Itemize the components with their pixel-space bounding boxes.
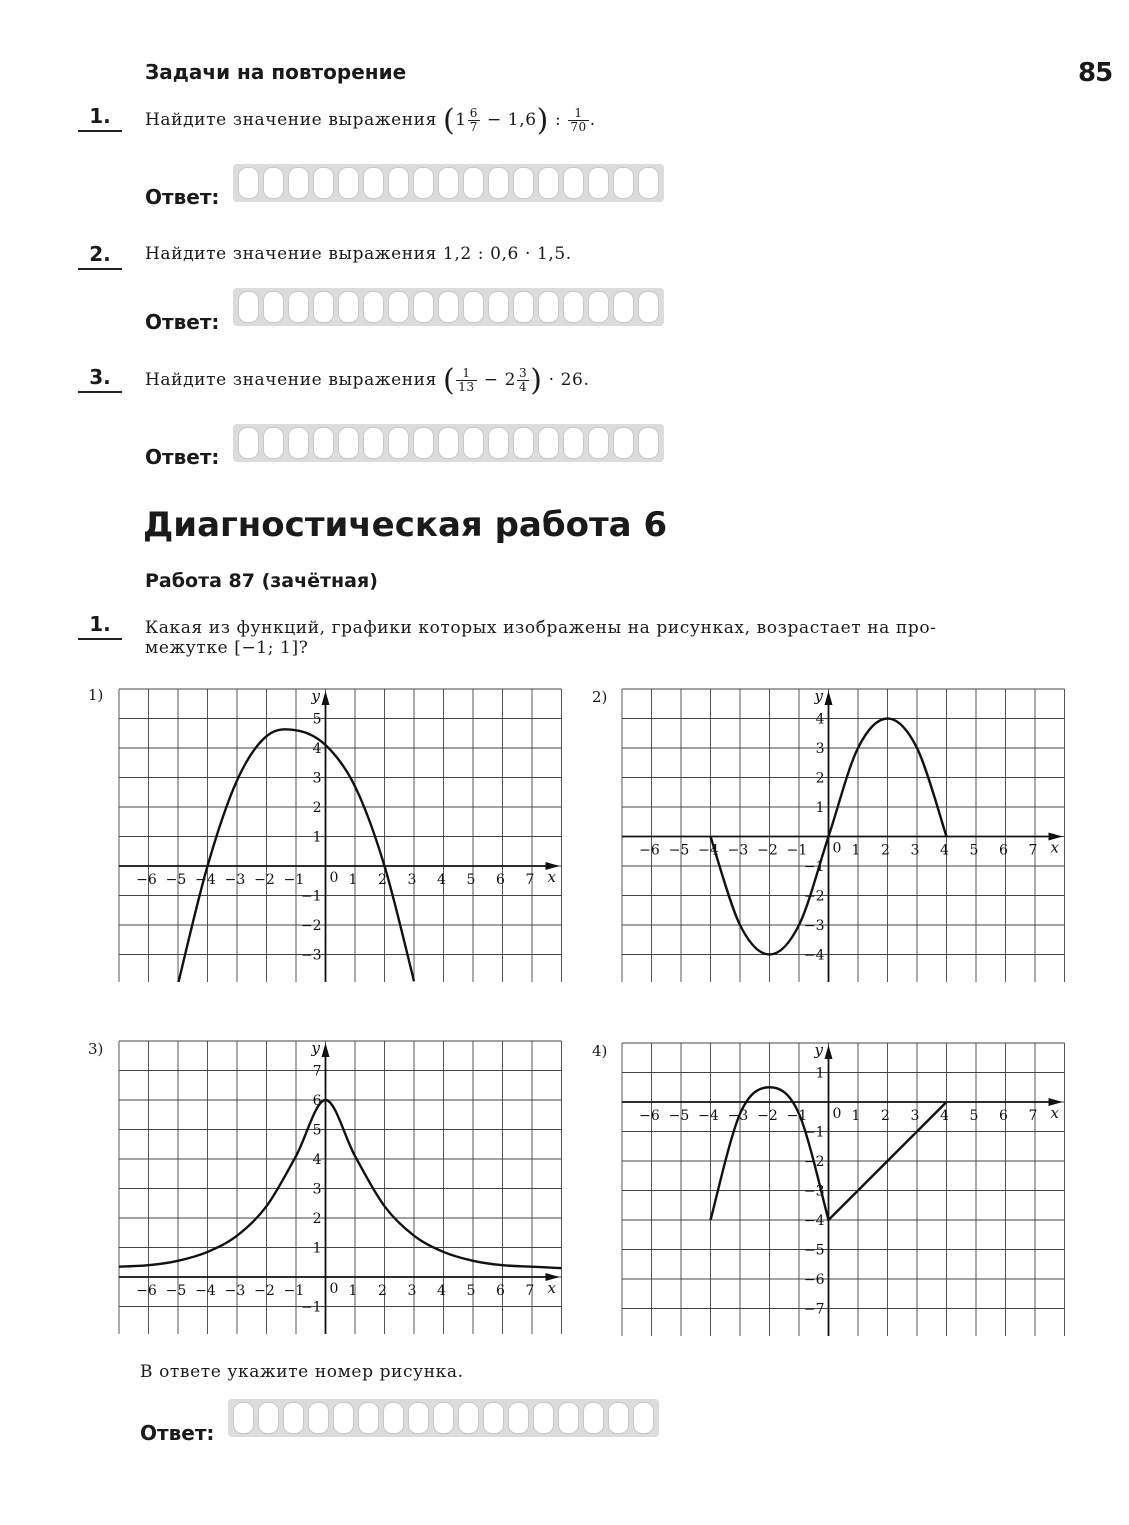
graph-1-label: 1) [88,686,104,704]
x-tick-label: −6 [639,842,660,859]
answer-cell[interactable] [533,1402,554,1434]
diag-title: Диагностическая работа 6 [143,505,668,545]
x-tick-label: 1 [851,842,861,859]
x-tick-label: 2 [881,1108,890,1124]
answer-cell[interactable] [538,167,559,199]
x-tick-label: 4 [437,1283,446,1299]
origin-label: 0 [832,1106,842,1122]
graph-3-label: 3) [88,1040,104,1058]
answer-cell[interactable] [388,167,409,199]
answer-cell[interactable] [638,427,659,459]
answer-cell[interactable] [563,427,584,459]
answer-cell[interactable] [513,291,534,323]
x-tick-label: 1 [348,872,358,888]
answer-cell[interactable] [488,291,509,323]
y-tick-label: 5 [312,1122,322,1139]
y-axis-arrow [322,1043,330,1057]
x-tick-label: −3 [224,1283,246,1299]
y-axis-label: y [311,1039,320,1057]
x-tick-label: −4 [195,1283,216,1299]
graph-1 [116,686,562,982]
answer-cell[interactable] [633,1402,654,1434]
answer-cell[interactable] [283,1402,304,1434]
x-tick-label: 5 [969,842,979,859]
answer-cell[interactable] [483,1402,504,1434]
x-tick-label: −4 [195,872,216,888]
y-tick-label: −1 [300,1299,322,1316]
y-tick-label: −1 [300,888,322,905]
answer-cell[interactable] [383,1402,404,1434]
x-tick-label: −1 [786,842,808,859]
answer-cell[interactable] [288,291,309,323]
answer-cell[interactable] [438,427,459,459]
y-tick-label: 2 [312,1211,322,1227]
x-tick-label: 6 [999,1108,1008,1124]
answer-cell[interactable] [563,167,584,199]
answer-cell[interactable] [363,427,384,459]
y-tick-label: 3 [312,1181,322,1198]
answer-box-2[interactable] [233,288,664,326]
answer-cell[interactable] [358,1402,379,1434]
answer-cell[interactable] [263,427,284,459]
answer-cell[interactable] [438,167,459,199]
y-tick-label: 1 [312,829,322,846]
answer-cell[interactable] [338,427,359,459]
answer-cell[interactable] [613,291,634,323]
origin-label: 0 [832,840,842,857]
answer-label-3: Ответ: [145,445,220,469]
problem-1-text: Найдите значение выражения (1 $\frac{6}{7}$ − 1,6) : $\frac{1}{70}$ . [145,103,596,138]
x-tick-label: 7 [525,872,535,888]
x-tick-label: −5 [165,872,187,888]
answer-cell[interactable] [638,167,659,199]
problem-2-text: Найдите значение выражения 1,2 : 0,6 · 1,5. [145,244,572,264]
x-tick-label: −2 [757,1108,778,1124]
answer-cell[interactable] [263,167,284,199]
answer-cell[interactable] [508,1402,529,1434]
work-title: Работа 87 (зачётная) [145,570,378,592]
x-tick-label: −1 [283,1283,305,1299]
y-tick-label: −3 [803,918,825,934]
answer-cell[interactable] [588,427,609,459]
answer-cell[interactable] [638,291,659,323]
graph-4-label: 4) [592,1042,608,1060]
answer-cell[interactable] [338,291,359,323]
y-tick-label: 2 [815,770,825,787]
review-section-title: Задачи на повторение [145,60,407,84]
y-tick-label: 1 [815,1065,825,1082]
x-tick-label: −6 [136,872,157,888]
x-tick-label: −1 [283,872,305,888]
answer-label-1: Ответ: [145,185,220,209]
y-tick-label: 3 [815,741,825,757]
answer-cell[interactable] [313,167,334,199]
answer-cell[interactable] [538,291,559,323]
answer-cell[interactable] [238,167,259,199]
answer-cell[interactable] [588,291,609,323]
answer-box-1[interactable] [233,164,664,202]
answer-cell[interactable] [438,291,459,323]
task-instruction: В ответе укажите номер рисунка. [140,1362,464,1382]
answer-cell[interactable] [538,427,559,459]
answer-cell[interactable] [488,167,509,199]
y-tick-label: 4 [312,741,322,757]
answer-label-4: Ответ: [140,1421,215,1445]
x-tick-label: 3 [407,1283,417,1299]
x-tick-label: −2 [254,1283,275,1299]
graph-2 [619,686,1065,982]
x-tick-label: 6 [496,872,505,888]
x-tick-label: −2 [757,842,778,859]
answer-cell[interactable] [458,1402,479,1434]
x-tick-label: 7 [525,1283,535,1299]
x-tick-label: −3 [727,842,749,859]
y-tick-label: 6 [312,1093,322,1109]
origin-label: 0 [329,870,339,886]
answer-cell[interactable] [263,291,284,323]
y-tick-label: 4 [815,711,825,728]
y-tick-label: 3 [312,770,322,787]
origin-label: 0 [329,1281,339,1297]
y-tick-label: 1 [312,1240,322,1257]
x-tick-label: 4 [940,842,949,859]
answer-cell[interactable] [463,291,484,323]
y-axis-label: y [814,1041,823,1059]
answer-box-4[interactable] [228,1399,659,1437]
x-tick-label: 3 [407,872,417,888]
y-axis-label: y [311,687,320,705]
answer-cell[interactable] [388,291,409,323]
problem-2-number: 2. [78,242,122,266]
answer-cell[interactable] [513,427,534,459]
problem-3-number: 3. [78,365,122,389]
y-tick-label: 5 [312,711,322,728]
y-tick-label: −1 [803,859,825,875]
y-tick-label: 4 [312,1152,322,1168]
x-tick-label: 7 [1028,1108,1038,1124]
x-axis-label: x [1050,1104,1059,1122]
x-tick-label: 4 [437,872,446,888]
y-tick-label: −3 [803,1183,825,1200]
answer-cell[interactable] [613,427,634,459]
x-tick-label: −5 [668,842,690,859]
answer-cell[interactable] [308,1402,329,1434]
answer-cell[interactable] [413,167,434,199]
x-tick-label: −3 [224,872,246,888]
y-axis-label: y [814,687,823,705]
x-tick-label: 3 [910,842,920,859]
y-tick-label: −5 [803,1242,825,1259]
answer-label-2: Ответ: [145,310,220,334]
x-tick-label: 3 [910,1108,920,1124]
y-tick-label: 7 [312,1063,322,1080]
y-tick-label: −4 [803,947,825,964]
x-axis-label: x [547,1279,556,1297]
problem-3-text: Найдите значение выражения ( $\frac{1}{13}$ − 2 $\frac{3}{4}$ ) · 26. [145,363,590,398]
y-tick-label: 2 [312,800,322,816]
function-curve [119,1100,562,1268]
x-tick-label: 2 [378,872,387,888]
y-tick-label: 1 [815,800,825,816]
x-tick-label: 2 [378,1283,387,1299]
answer-cell[interactable] [463,167,484,199]
y-axis-arrow [825,691,833,705]
y-tick-label: −1 [803,1124,825,1141]
y-tick-label: −2 [803,1154,825,1170]
answer-cell[interactable] [613,167,634,199]
page-number: 85 [1078,58,1113,88]
x-tick-label: 7 [1028,842,1038,859]
answer-cell[interactable] [513,167,534,199]
answer-cell[interactable] [238,291,259,323]
x-tick-label: 5 [466,872,476,888]
x-tick-label: −5 [668,1108,690,1124]
x-tick-label: −4 [698,842,719,859]
y-axis-arrow [825,1045,833,1059]
answer-cell[interactable] [313,427,334,459]
x-tick-label: −5 [165,1283,187,1299]
answer-cell[interactable] [433,1402,454,1434]
answer-cell[interactable] [363,291,384,323]
y-tick-label: −3 [300,947,322,964]
x-tick-label: 4 [940,1108,949,1124]
answer-box-3[interactable] [233,424,664,462]
answer-cell[interactable] [363,167,384,199]
answer-cell[interactable] [463,427,484,459]
answer-cell[interactable] [488,427,509,459]
problem-1-number: 1. [78,104,122,128]
task-1-text: Какая из функций, графики которых изображены на рисунках, возрастает на про- межутке [−1; 1]? [145,618,937,658]
answer-cell[interactable] [333,1402,354,1434]
y-axis-arrow [322,691,330,705]
answer-cell[interactable] [238,427,259,459]
answer-cell[interactable] [388,427,409,459]
answer-cell[interactable] [608,1402,629,1434]
answer-cell[interactable] [288,427,309,459]
y-tick-label: −6 [803,1272,825,1288]
x-tick-label: −4 [698,1108,719,1124]
x-tick-label: 5 [466,1283,476,1299]
x-axis-label: x [1050,838,1059,857]
graph-3 [116,1038,562,1334]
x-tick-label: −3 [727,1108,749,1124]
answer-cell[interactable] [408,1402,429,1434]
y-tick-label: −4 [803,1213,825,1229]
answer-cell[interactable] [413,427,434,459]
x-tick-label: 5 [969,1108,979,1124]
graph-4 [619,1040,1065,1336]
x-tick-label: 2 [881,842,890,859]
answer-cell[interactable] [413,291,434,323]
answer-cell[interactable] [563,291,584,323]
x-tick-label: 6 [999,842,1008,859]
y-tick-label: −2 [803,888,825,905]
answer-cell[interactable] [288,167,309,199]
answer-cell[interactable] [558,1402,579,1434]
x-axis-label: x [547,868,556,886]
x-tick-label: 1 [851,1108,861,1124]
answer-cell[interactable] [258,1402,279,1434]
y-tick-label: −7 [803,1301,825,1318]
x-tick-label: 1 [348,1283,358,1299]
x-tick-label: −1 [786,1108,808,1124]
x-tick-label: 6 [496,1283,505,1299]
y-tick-label: −2 [300,918,322,934]
answer-cell[interactable] [583,1402,604,1434]
x-tick-label: −6 [639,1108,660,1124]
task-1-number: 1. [78,612,122,636]
graph-2-label: 2) [592,688,608,706]
answer-cell[interactable] [313,291,334,323]
answer-cell[interactable] [588,167,609,199]
x-tick-label: −2 [254,872,275,888]
answer-cell[interactable] [233,1402,254,1434]
x-tick-label: −6 [136,1283,157,1299]
answer-cell[interactable] [338,167,359,199]
